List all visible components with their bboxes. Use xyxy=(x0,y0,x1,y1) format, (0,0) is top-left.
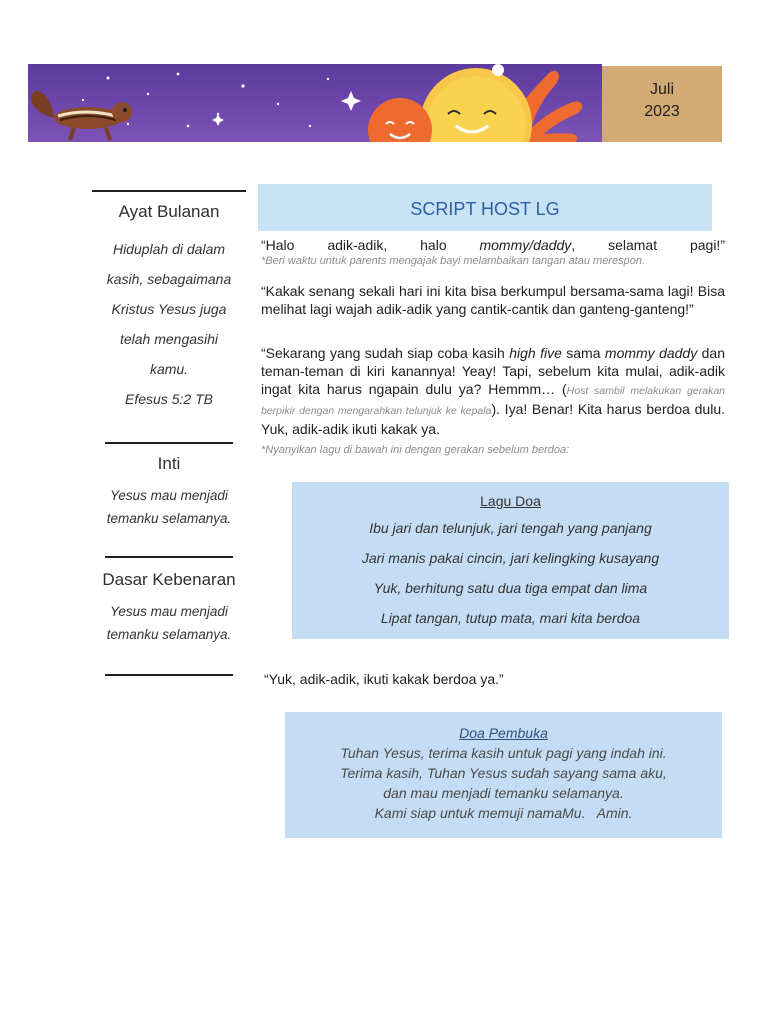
verse-reference: Efesus 5:2 TB xyxy=(125,391,213,407)
high-five-text: “Sekarang yang sudah siap coba kasih xyxy=(261,345,510,361)
sidebar xyxy=(92,190,246,676)
verse-line: kamu. xyxy=(149,361,189,377)
greeting-paragraph xyxy=(261,236,725,268)
song-instruction: *Nyanyikan lagu di bawah ini dengan gerakan sebelum berdoa: xyxy=(261,444,570,456)
greeting-emphasis: mommy/daddy xyxy=(479,237,572,253)
prayer-invite: “Yuk, adik-adik, ikuti kakak berdoa ya.” xyxy=(264,671,504,687)
truth-text xyxy=(92,600,246,646)
welcome-paragraph: “Kakak senang sekali hari ini kita bisa berkumpul bersama-sama lagi! Bisa melihat lagi wajah adik-adik yang cantik-cantik dan ganteng-ganteng!” xyxy=(261,283,725,317)
verse-line: kasih, sebagaimana xyxy=(106,271,232,287)
core-line: Yesus mau menjadi xyxy=(110,488,228,503)
verse-line: telah mengasihi xyxy=(119,331,219,347)
date-box xyxy=(602,66,722,142)
verse-line: Hiduplah di dalam xyxy=(112,241,226,257)
greeting-text: “Halo adik-adik, halo xyxy=(261,237,480,253)
prayer-line: dan mau menjadi temanku selamanya. xyxy=(383,785,624,801)
core-line: temanku selamanya. xyxy=(106,511,232,526)
song-line: Jari manis pakai cincin, jari kelingking kusayang xyxy=(361,550,660,566)
divider xyxy=(105,674,233,676)
song-line: Ibu jari dan telunjuk, jari tengah yang panjang xyxy=(369,520,652,536)
month-label: Juli xyxy=(649,81,674,98)
prayer-line: Terima kasih, Tuhan Yesus sudah sayang sama aku, xyxy=(340,765,667,781)
greeting-text-end: , selamat pagi!” xyxy=(571,237,725,253)
verse-title: Ayat Bulanan xyxy=(118,202,220,221)
song-line: Lipat tangan, tutup mata, mari kita berdoa xyxy=(380,610,641,626)
core-title: Inti xyxy=(157,454,181,473)
prayer-title: Doa Pembuka xyxy=(459,725,548,741)
truth-line: Yesus mau menjadi xyxy=(110,604,228,619)
host-action-note: Host sambil melakukan gerakan berpikir dengan mengarahkan telunjuk ke kepala xyxy=(261,385,725,417)
script-title: SCRIPT HOST LG xyxy=(258,184,712,231)
high-five-emphasis: high five xyxy=(509,345,562,361)
truth-line: temanku selamanya. xyxy=(106,627,232,642)
high-five-text-end: ). Iya! Benar! Kita harus berdoa dulu. Yuk, adik-adik ikuti kakak ya. xyxy=(261,401,725,437)
prayer-line: Kami siap untuk memuji namaMu. Amin. xyxy=(374,805,633,821)
header-banner xyxy=(28,64,602,142)
core-text xyxy=(92,484,246,530)
truth-title: Dasar Kebenaran xyxy=(102,570,236,589)
high-five-paragraph xyxy=(261,344,725,438)
divider xyxy=(105,556,233,558)
greeting-note: *Beri waktu untuk parents mengajak bayi melambaikan tangan atau merespon. xyxy=(261,255,646,267)
song-line: Yuk, berhitung satu dua tiga empat dan lima xyxy=(373,580,648,596)
divider xyxy=(105,442,233,444)
song-box xyxy=(292,482,729,639)
year-label: 2023 xyxy=(644,103,680,120)
banner-illustration xyxy=(28,64,602,142)
mommy-daddy-emphasis: mommy daddy xyxy=(604,345,698,361)
high-five-text: dan teman-teman di kiri kanannya! Yeay! Tapi, sebelum kita mulai, adik-adik ingat kita harus ngapain dulu ya? Hemmm… ( xyxy=(261,345,725,397)
high-five-text: sama xyxy=(561,345,605,361)
prayer-box xyxy=(285,712,722,838)
prayer-line: Tuhan Yesus, terima kasih untuk pagi yang indah ini. xyxy=(340,745,667,761)
divider xyxy=(92,190,246,192)
verse-line: Kristus Yesus juga xyxy=(111,301,227,317)
song-title: Lagu Doa xyxy=(480,493,541,509)
verse-text xyxy=(92,234,246,414)
